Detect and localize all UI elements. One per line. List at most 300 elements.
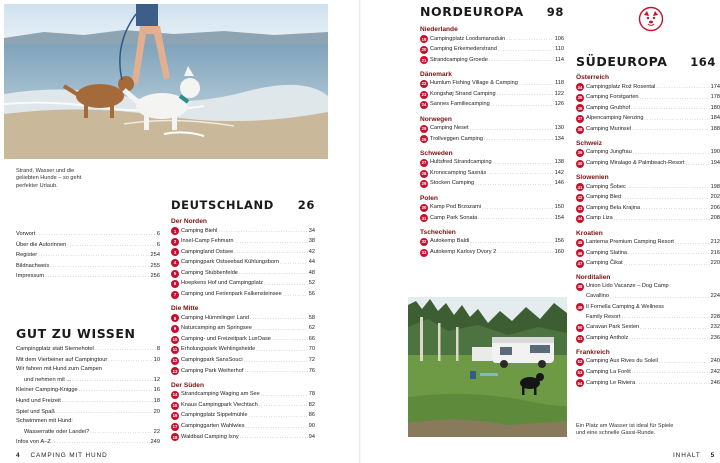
leader-dots	[280, 258, 308, 269]
section-page: 98	[546, 5, 564, 19]
entry-title: Campingplatz Sippelmühle	[181, 412, 248, 419]
toc-title: Bildnachweis	[16, 262, 50, 269]
leader-dots	[283, 290, 308, 301]
entry-number-badge: 14	[172, 392, 178, 398]
entry-page: 122	[554, 90, 564, 97]
entry-title: Trollveggen Camping	[430, 135, 483, 142]
entry-title: Camping Antholz	[586, 334, 629, 341]
region-entries	[576, 82, 720, 135]
toc-entry[interactable]	[420, 79, 564, 90]
entry-number-badge: 54	[577, 380, 583, 386]
toc-entry[interactable]	[420, 237, 564, 248]
toc-entry[interactable]	[420, 89, 564, 100]
toc-row[interactable]	[16, 375, 160, 386]
entry-number-badge: 9	[171, 325, 179, 333]
entry-title: Autokemp Karlovy Dvory 2	[430, 248, 497, 255]
toc-entry[interactable]	[420, 55, 564, 66]
entry-page: 52	[308, 280, 315, 287]
entry-title: Camping Slatina	[586, 249, 628, 256]
toc-page: 249	[150, 439, 160, 446]
entry-page: 142	[554, 169, 564, 176]
entry-number-badge: 36	[577, 105, 583, 111]
entry-title: Camping- und Freizeitpark LuxOase	[181, 335, 271, 342]
entry-title: Sannes Familiecamping	[430, 101, 490, 108]
toc-entry[interactable]	[576, 114, 720, 125]
toc-entry[interactable]	[171, 226, 315, 237]
leader-dots	[95, 344, 156, 355]
entry-title: Insel-Camp Fehmarn	[181, 238, 234, 245]
toc-entry[interactable]	[576, 193, 720, 204]
toc-title: Wasserratte oder Landei?	[24, 428, 90, 435]
campsite-photo-caption	[576, 423, 673, 438]
toc-entry[interactable]	[420, 45, 564, 56]
toc-entry[interactable]	[576, 93, 720, 104]
entry-page: 154	[554, 214, 564, 221]
toc-row[interactable]	[16, 365, 160, 375]
entry-page: 66	[308, 335, 315, 342]
entry-page: 86	[308, 412, 315, 419]
entry-number-badge: 33	[421, 249, 427, 255]
leader-dots	[56, 407, 153, 418]
toc-entry[interactable]	[420, 100, 564, 111]
toc-row[interactable]	[16, 261, 160, 272]
entry-title: Strandcamping Waging am See	[181, 391, 260, 398]
toc-page: 10	[153, 356, 160, 363]
suedeuropa-list	[576, 73, 720, 389]
entry-number-badge: 53	[577, 369, 583, 375]
entry-title: Camping Murinsel	[586, 125, 632, 132]
region-heading: Dänemark	[420, 70, 452, 78]
leader-dots	[259, 400, 308, 411]
region-heading: Norwegen	[420, 115, 452, 123]
entry-page: 242	[710, 368, 720, 375]
leader-dots	[631, 103, 710, 114]
leader-dots	[497, 247, 553, 258]
entry-number-badge: 21	[421, 57, 427, 63]
leader-dots	[240, 432, 308, 443]
leader-dots	[38, 250, 149, 261]
toc-entry[interactable]	[576, 214, 720, 225]
front-matter-list	[16, 229, 160, 282]
toc-row[interactable]	[16, 427, 160, 438]
leader-dots	[67, 240, 156, 251]
region-entries	[420, 79, 564, 111]
entry-number-badge: 25	[421, 126, 427, 132]
toc-row[interactable]	[16, 396, 160, 407]
toc-entry[interactable]	[576, 323, 720, 334]
leader-dots	[239, 268, 308, 279]
leader-dots	[506, 34, 553, 45]
entry-number-badge: 44	[577, 216, 583, 222]
entry-title: Campingpark SansSouci	[181, 357, 243, 364]
toc-entry[interactable]	[420, 158, 564, 169]
region-heading: Slowenien	[576, 174, 609, 182]
region-heading: Österreich	[576, 74, 609, 81]
entry-title: Campingland Ostsee	[181, 248, 234, 255]
region-heading: Norditalien	[576, 274, 611, 282]
toc-entry[interactable]	[171, 345, 315, 356]
entry-title: Autokemp Baldi	[430, 238, 470, 245]
entry-page: 106	[554, 35, 564, 42]
entry-number-badge: 39	[577, 150, 583, 156]
toc-entry[interactable]	[171, 247, 315, 258]
toc-row[interactable]	[16, 385, 160, 396]
entry-number-badge: 6	[171, 280, 179, 288]
leader-dots	[90, 427, 152, 438]
entry-page: 240	[710, 358, 720, 365]
entry-title: Camping Bled	[586, 194, 622, 201]
entry-title: Cavallino	[586, 293, 610, 300]
region-heading: Kroatien	[576, 229, 603, 237]
toc-title: Wir fahren mit Hund zum Campen	[16, 366, 102, 373]
entry-title: Camping Neset	[430, 125, 469, 132]
entry-number-badge: 37	[577, 116, 583, 122]
entry-title: Kongshøj Strand Camping	[430, 90, 496, 97]
entry-title: Camping Bela Krajina	[586, 204, 641, 211]
entry-page: 216	[710, 249, 720, 256]
caption-line: Strand, Wasser und die	[16, 168, 75, 174]
toc-entry[interactable]	[171, 290, 315, 301]
leader-dots	[36, 229, 156, 240]
toc-entry[interactable]	[420, 168, 564, 179]
beach-photo-caption	[16, 168, 81, 190]
gut-zu-wissen-heading: GUT ZU WISSEN	[16, 326, 136, 341]
entry-number-badge: 5	[171, 270, 179, 278]
dog-face-icon	[638, 6, 664, 32]
entry-title: Naturcamping am Springsee	[181, 325, 252, 332]
entry-title: Campingplatz Loodsmansduin	[430, 35, 506, 42]
toc-entry[interactable]	[576, 248, 720, 259]
region-entries	[420, 124, 564, 145]
deutschland-heading	[171, 198, 315, 212]
leader-dots	[218, 226, 307, 237]
entry-page: 232	[710, 324, 720, 331]
leader-dots	[629, 333, 709, 344]
leader-dots	[253, 324, 308, 335]
entry-number-badge: 31	[421, 215, 427, 221]
toc-page: 20	[153, 408, 160, 415]
leader-dots	[627, 182, 710, 193]
leader-dots	[261, 390, 308, 401]
section-page: 164	[690, 55, 716, 69]
leader-dots	[632, 124, 710, 135]
toc-entry[interactable]	[576, 333, 720, 344]
toc-entry[interactable]	[576, 282, 720, 292]
leader-dots	[641, 203, 710, 214]
toc-row[interactable]	[16, 250, 160, 261]
leader-dots	[622, 193, 710, 204]
entry-page: 246	[710, 379, 720, 386]
region-entries	[420, 203, 564, 224]
entry-title: Camping Jungfrau	[586, 149, 632, 156]
region-heading: Schweiz	[576, 139, 603, 147]
entry-page: 62	[308, 325, 315, 332]
entry-title: Camping Aux Rives du Soleil	[586, 358, 658, 365]
toc-entry[interactable]	[171, 237, 315, 248]
entry-page: 194	[710, 160, 720, 167]
toc-entry[interactable]	[171, 432, 315, 443]
entry-title: Camping Čikat	[586, 260, 623, 267]
leader-dots	[264, 279, 308, 290]
leader-dots	[244, 366, 307, 377]
toc-entry[interactable]	[576, 103, 720, 114]
entry-page: 72	[308, 357, 315, 364]
nordeuropa-list	[420, 25, 564, 258]
toc-entry[interactable]	[171, 324, 315, 335]
entry-number-badge: 34	[577, 84, 583, 90]
entry-page: 228	[710, 313, 720, 320]
entry-title: Kamp Pod Brzozami	[430, 204, 481, 211]
entry-title: Stocken Camping	[430, 180, 475, 187]
entry-number-badge: 17	[172, 424, 178, 429]
page-number: 4	[16, 452, 21, 459]
region-heading: Tschechien	[420, 228, 456, 236]
entry-page: 130	[554, 125, 564, 132]
entry-number-badge: 13	[172, 368, 178, 374]
entry-page: 82	[308, 401, 315, 408]
entry-page: 174	[710, 83, 720, 90]
toc-entry[interactable]	[420, 179, 564, 190]
leader-dots	[628, 248, 710, 259]
entry-page: 90	[308, 423, 315, 429]
leader-dots	[633, 148, 710, 159]
campsite-photo	[408, 297, 567, 437]
leader-dots	[640, 93, 710, 104]
toc-page: 256	[150, 273, 160, 280]
toc-entry-continued[interactable]	[576, 292, 720, 303]
suedeuropa-heading	[576, 54, 716, 69]
toc-row[interactable]	[16, 355, 160, 366]
toc-entry[interactable]	[171, 313, 315, 324]
toc-entry[interactable]	[420, 213, 564, 224]
toc-entry[interactable]	[576, 182, 720, 193]
leader-dots	[675, 238, 710, 249]
entry-page: 178	[710, 94, 720, 101]
toc-title: Infos von A–Z	[16, 439, 51, 446]
toc-entry[interactable]	[171, 268, 315, 279]
toc-page: 255	[150, 262, 160, 269]
leader-dots	[256, 345, 308, 356]
entry-page: 134	[554, 135, 564, 142]
entry-number-badge: 1	[171, 227, 179, 235]
leader-dots	[79, 385, 153, 396]
toc-page: 16	[153, 387, 160, 394]
entry-number-badge: 27	[421, 160, 427, 166]
caption-line: und eine schnelle Gassi-Runde.	[576, 430, 656, 437]
entry-number-badge: 22	[421, 81, 427, 87]
toc-entry[interactable]	[171, 400, 315, 411]
entry-number-badge: 28	[421, 170, 427, 176]
toc-row[interactable]	[16, 437, 160, 448]
entry-page: 70	[308, 346, 315, 353]
leader-dots	[52, 437, 150, 448]
entry-title: Campingpark Ostseebad Kühlungsborn	[181, 259, 279, 266]
entry-number-badge: 47	[577, 261, 583, 267]
region-heading: Die Mitte	[171, 305, 199, 313]
entry-title: Strandcamping Groede	[430, 56, 488, 63]
entry-number-badge: 2	[171, 238, 179, 246]
entry-page: 114	[555, 56, 564, 63]
toc-entry[interactable]	[171, 422, 315, 433]
leader-dots	[272, 334, 308, 345]
toc-entry[interactable]	[171, 258, 315, 269]
toc-entry[interactable]	[420, 34, 564, 45]
entry-title: Humlum Fishing Village & Camping	[430, 80, 518, 87]
toc-entry[interactable]	[420, 134, 564, 145]
entry-number-badge: 29	[421, 181, 427, 187]
entry-title: Camping Miralago & Palmbeach-Resort	[586, 160, 685, 167]
toc-entry[interactable]	[171, 411, 315, 422]
entry-title: Camping Biehl	[181, 227, 218, 234]
entry-title: Camping La Forêt	[586, 368, 631, 375]
entry-page: 48	[308, 269, 315, 276]
entry-page: 34	[308, 227, 315, 234]
leader-dots	[491, 100, 554, 111]
entry-page: 56	[308, 291, 315, 298]
entry-page: 146	[554, 180, 564, 187]
entry-page: 180	[710, 104, 720, 111]
leader-dots	[659, 357, 710, 368]
entry-title: Camping und Ferienpark Falkensteinsee	[181, 291, 282, 298]
toc-entry[interactable]	[171, 356, 315, 367]
toc-entry[interactable]	[576, 148, 720, 159]
toc-title: Schwimmen mit Hund:	[16, 418, 73, 425]
entry-title: Hoepkens Hof und Campingplatz	[181, 280, 264, 287]
leader-dots	[640, 323, 709, 334]
entry-page: 118	[555, 80, 564, 87]
toc-entry[interactable]	[171, 390, 315, 401]
entry-number-badge: 43	[577, 205, 583, 211]
region-entries	[576, 182, 720, 224]
leader-dots	[478, 213, 553, 224]
entry-number-badge: 51	[577, 335, 583, 341]
toc-entry[interactable]	[420, 247, 564, 258]
toc-entry[interactable]	[576, 378, 720, 389]
toc-row[interactable]	[16, 344, 160, 355]
right-footer	[673, 452, 715, 459]
entry-page: 110	[555, 46, 564, 53]
entry-page: 58	[308, 314, 315, 321]
region-heading: Niederlande	[420, 26, 458, 33]
toc-row[interactable]	[16, 407, 160, 418]
leader-dots	[475, 179, 554, 190]
toc-title: Mit dem Vierbeiner auf Campingtour	[16, 356, 108, 363]
region-heading: Der Süden	[171, 381, 204, 389]
toc-row[interactable]	[16, 240, 160, 251]
toc-row[interactable]	[16, 417, 160, 427]
entry-title: Camping Šobec	[586, 183, 626, 190]
entry-number-badge: 41	[577, 184, 583, 190]
leader-dots	[45, 271, 149, 282]
entry-page: 190	[710, 149, 720, 156]
entry-number-badge: 42	[577, 195, 583, 201]
leader-dots	[624, 259, 710, 270]
region-heading: Der Norden	[171, 218, 207, 225]
entry-title: Camping Le Riviera	[586, 379, 636, 386]
region-entries	[420, 158, 564, 190]
toc-title: Impressum	[16, 273, 45, 280]
entry-number-badge: 8	[171, 314, 179, 322]
entry-page: 160	[554, 248, 564, 255]
toc-entry[interactable]	[576, 367, 720, 378]
entry-number-badge: 48	[577, 284, 583, 290]
toc-entry[interactable]	[576, 238, 720, 249]
toc-page: 18	[153, 397, 160, 404]
entry-title: Camping Erkemederstrand	[430, 46, 497, 53]
entry-number-badge: 32	[421, 239, 427, 245]
entry-number-badge: 30	[421, 205, 427, 211]
toc-title: Register	[16, 252, 38, 259]
toc-entry[interactable]	[420, 124, 564, 135]
entry-number-badge: 35	[577, 95, 583, 101]
gut-zu-wissen-list	[16, 344, 160, 448]
entry-title: Il Fornella Camping & Wellness	[586, 303, 664, 310]
toc-entry[interactable]	[576, 159, 720, 170]
leader-dots	[234, 247, 308, 258]
entry-number-badge: 12	[172, 358, 178, 364]
entry-title: Kronocamping Saxnäs	[430, 169, 487, 176]
entry-title: Knaus Campingpark Viechtach	[181, 401, 258, 408]
leader-dots	[519, 79, 554, 90]
entry-number-badge: 26	[421, 136, 427, 142]
toc-entry-continued[interactable]	[576, 312, 720, 323]
entry-title: Campinggarten Wahlwies	[181, 423, 245, 429]
leader-dots	[50, 261, 149, 272]
leader-dots	[656, 82, 709, 93]
entry-title: Campingplatz Rož Rosental	[586, 83, 656, 90]
leader-dots	[636, 378, 710, 389]
entry-page: 150	[554, 204, 564, 211]
deutschland-list	[171, 217, 315, 443]
entry-title: Camp Park Sonata	[430, 214, 478, 221]
running-title: INHALT	[673, 452, 701, 459]
toc-entry[interactable]	[576, 259, 720, 270]
entry-number-badge: 16	[172, 413, 178, 419]
entry-page: 206	[710, 204, 720, 211]
nordeuropa-heading	[420, 4, 564, 19]
toc-title: Campingplatz statt Sternehotel	[16, 346, 94, 352]
entry-title: Hultsfred Strandcamping	[430, 159, 492, 166]
section-title: DEUTSCHLAND	[171, 198, 274, 212]
leader-dots	[470, 124, 554, 135]
toc-entry[interactable]	[171, 334, 315, 345]
toc-row[interactable]	[16, 271, 160, 282]
toc-entry[interactable]	[171, 366, 315, 377]
entry-page: 94	[308, 433, 315, 440]
entry-page: 126	[554, 101, 564, 108]
region-entries	[171, 390, 315, 443]
entry-title: Caravan Park Sexten	[586, 324, 640, 331]
toc-entry[interactable]	[576, 82, 720, 93]
page-number: 5	[710, 452, 716, 459]
entry-title: Waldbad Camping Isny	[181, 433, 239, 440]
toc-entry[interactable]	[576, 203, 720, 214]
toc-entry[interactable]	[576, 303, 720, 313]
leader-dots	[246, 422, 308, 433]
entry-page: 198	[710, 183, 720, 190]
toc-row[interactable]	[16, 229, 160, 240]
toc-entry[interactable]	[576, 124, 720, 135]
region-entries	[576, 238, 720, 270]
caption-line: Ein Platz am Wasser ist ideal für Spiele	[576, 423, 674, 429]
toc-entry[interactable]	[576, 357, 720, 368]
entry-page: 224	[710, 293, 720, 300]
toc-entry[interactable]	[171, 279, 315, 290]
toc-entry[interactable]	[420, 203, 564, 214]
entry-number-badge: 45	[577, 240, 583, 246]
entry-page: 138	[554, 159, 564, 166]
leader-dots	[484, 134, 554, 145]
